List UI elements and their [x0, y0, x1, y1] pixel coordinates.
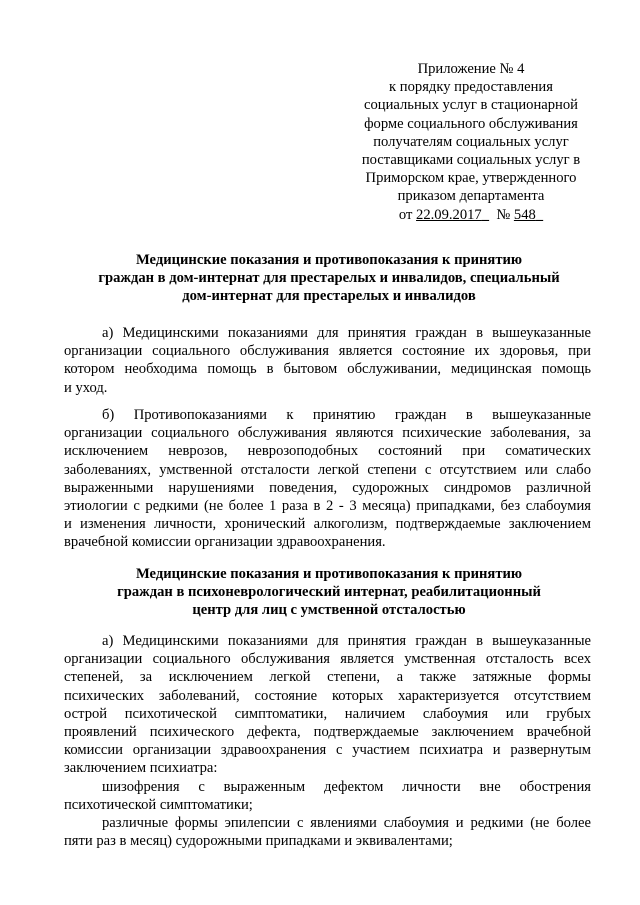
annex-line: Приморском крае, утвержденного	[365, 170, 577, 187]
heading-line: центр для лиц с умственной отсталостью	[192, 602, 466, 619]
annex-date-line	[340, 206, 602, 224]
list-item-line: пяти раз в месяц) судорожными припадками и эквивалентами;	[64, 833, 453, 850]
para-line: врачебной комиссии организации здравоохранения.	[64, 534, 386, 551]
annex-line: приказом департамента	[397, 188, 545, 205]
para-line: и уход.	[64, 379, 108, 396]
para-line: психических заболеваний, состояние которых характеризуется отсутствием	[64, 687, 591, 704]
para-line: а) Медицинскими показаниями для принятия граждан в вышеуказанные	[102, 633, 591, 649]
para-line: а) Медицинскими показаниями для принятия граждан в вышеуказанные	[102, 325, 591, 341]
annex-number-sep: №	[489, 206, 514, 223]
annex-number: 548_	[513, 206, 544, 223]
list-item-line: психотической симптоматики;	[64, 796, 253, 813]
para-line: организации социального обслуживания является состояние их здоровья, при	[64, 343, 591, 360]
section1-paragraph-a	[64, 324, 591, 397]
para-line: и изменения личности, хронический алкоголизм, подтверждаемые заключением	[64, 516, 591, 533]
para-line: проявлений психического дефекта, подтверждаемые заключением врачебной	[64, 723, 591, 740]
para-line: организации социального обслуживания является умственная отсталость всех	[64, 651, 591, 668]
para-line: комиссии организации здравоохранения с участием психиатра и развернутым	[64, 742, 591, 759]
annex-line: форме социального обслуживания	[364, 115, 578, 132]
section1-paragraph-b	[64, 406, 591, 552]
annex-line: к порядку предоставления	[389, 79, 553, 96]
section2-heading	[64, 565, 594, 620]
para-line: степеней, за исключением легкой степени, а также затяжные формы	[64, 669, 591, 686]
heading-line: граждан в психоневрологический интернат, реабилитационный	[117, 584, 541, 601]
heading-line: Медицинские показания и противопоказания к принятию	[135, 566, 523, 582]
annex-title: Приложение № 4	[417, 61, 525, 77]
para-line: этиологии с редкими (не более 1 раза в 2 - 3 месяца) припадками, без слабоумия	[64, 497, 591, 514]
para-line: острой психотической симптоматики, наличием слабоумия или грубых	[64, 705, 591, 722]
section1-heading	[64, 251, 594, 306]
para-line: выраженными нарушениями поведения, судорожных синдромов различной	[64, 479, 591, 496]
annex-header	[340, 60, 602, 224]
annex-date: 22.09.2017_	[416, 206, 490, 223]
annex-line: получателям социальных услуг	[373, 133, 569, 150]
para-line: организации социального обслуживания являются психические заболевания, за	[64, 425, 591, 442]
heading-line: Медицинские показания и противопоказания к принятию	[135, 252, 523, 268]
list-item-line: различные формы эпилепсии с явлениями слабоумия и редкими (не более	[102, 814, 591, 831]
annex-date-prefix: от	[398, 206, 417, 223]
list-item-line: шизофрения с выраженным дефектом личности вне обострения	[102, 778, 591, 795]
para-line: заключением психиатра:	[64, 760, 218, 777]
annex-line: социальных услуг в стационарной	[364, 97, 578, 114]
heading-line: граждан в дом-интернат для престарелых и инвалидов, специальный	[98, 270, 560, 287]
annex-line: поставщиками социальных услуг в	[361, 152, 581, 169]
para-line: котором необходима помощь в бытовом обслуживании, медицинская помощь	[64, 361, 591, 378]
para-line: б) Противопоказаниями к принятию граждан в вышеуказанные	[102, 407, 591, 423]
para-line: исключением неврозов, неврозоподобных состояний при соматических	[64, 443, 591, 460]
heading-line: дом-интернат для престарелых и инвалидов	[182, 288, 476, 305]
section2-paragraph-a	[64, 632, 591, 850]
para-line: заболеваниях, умственной отсталости легкой степени с отсутствием или слабо	[64, 461, 591, 478]
